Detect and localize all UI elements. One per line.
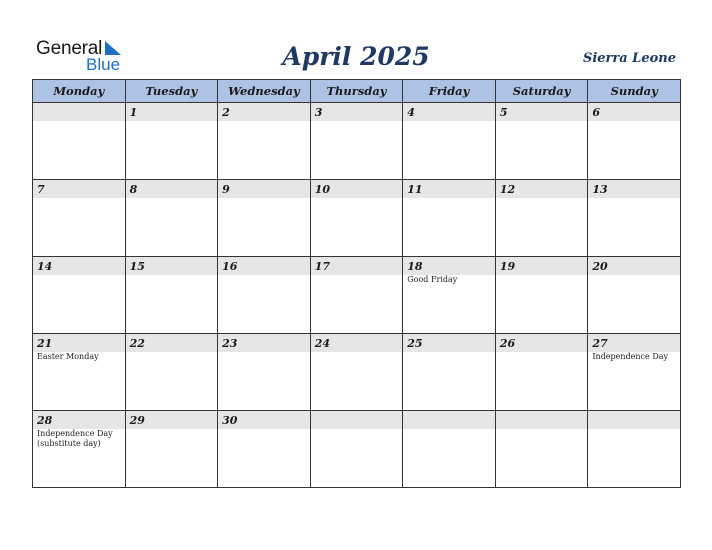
day-number bbox=[496, 411, 588, 429]
day-number: 24 bbox=[311, 334, 403, 352]
day-cell bbox=[218, 411, 311, 488]
day-number: 15 bbox=[126, 257, 218, 275]
weekday-header: Sunday bbox=[588, 80, 681, 103]
weekday-header: Monday bbox=[33, 80, 126, 103]
day-number: 3 bbox=[311, 103, 403, 121]
day-cell bbox=[403, 334, 496, 411]
day-number: 9 bbox=[218, 180, 310, 198]
week-row bbox=[33, 103, 681, 180]
day-cell bbox=[403, 411, 496, 488]
page-title: April 2025 bbox=[282, 42, 430, 71]
weekday-header-row bbox=[33, 80, 681, 103]
day-number: 12 bbox=[496, 180, 588, 198]
day-cell bbox=[588, 257, 681, 334]
day-cell bbox=[310, 103, 403, 180]
weekday-header: Friday bbox=[403, 80, 496, 103]
day-number: 20 bbox=[588, 257, 680, 275]
day-cell bbox=[33, 257, 126, 334]
holiday-label: Easter Monday bbox=[37, 352, 99, 361]
day-number: 1 bbox=[126, 103, 218, 121]
day-cell bbox=[218, 334, 311, 411]
day-cell bbox=[403, 180, 496, 257]
week-row bbox=[33, 334, 681, 411]
week-row bbox=[33, 257, 681, 334]
day-number: 30 bbox=[218, 411, 310, 429]
day-cell bbox=[588, 103, 681, 180]
day-number: 13 bbox=[588, 180, 680, 198]
day-number: 23 bbox=[218, 334, 310, 352]
day-number: 4 bbox=[403, 103, 495, 121]
day-cell bbox=[125, 103, 218, 180]
holiday-label: Independence Day bbox=[592, 352, 669, 361]
day-cell bbox=[33, 411, 126, 488]
day-number: 16 bbox=[218, 257, 310, 275]
day-number: 10 bbox=[311, 180, 403, 198]
logo-general-text: General bbox=[36, 38, 103, 59]
day-number: 26 bbox=[496, 334, 588, 352]
day-cell bbox=[218, 180, 311, 257]
day-cell bbox=[125, 257, 218, 334]
day-cell bbox=[495, 103, 588, 180]
day-number: 25 bbox=[403, 334, 495, 352]
calendar-grid bbox=[32, 79, 681, 488]
week-row bbox=[33, 180, 681, 257]
country-name: Sierra Leone bbox=[582, 51, 676, 66]
day-number: 14 bbox=[33, 257, 125, 275]
day-number: 22 bbox=[126, 334, 218, 352]
day-cell bbox=[495, 180, 588, 257]
day-cell bbox=[588, 411, 681, 488]
day-cell bbox=[495, 334, 588, 411]
weekday-header: Saturday bbox=[495, 80, 588, 103]
day-cell bbox=[310, 411, 403, 488]
weekday-header: Wednesday bbox=[218, 80, 311, 103]
day-number: 11 bbox=[403, 180, 495, 198]
day-cell bbox=[495, 411, 588, 488]
holiday-label: Independence Day (substitute day) bbox=[37, 429, 113, 448]
day-number: 5 bbox=[496, 103, 588, 121]
day-cell bbox=[33, 103, 126, 180]
day-number: 19 bbox=[496, 257, 588, 275]
day-cell bbox=[310, 180, 403, 257]
day-cell bbox=[588, 334, 681, 411]
day-number: 6 bbox=[588, 103, 680, 121]
day-cell bbox=[403, 103, 496, 180]
day-cell bbox=[218, 257, 311, 334]
day-number: 27 bbox=[588, 334, 680, 352]
day-cell bbox=[33, 180, 126, 257]
day-cell bbox=[33, 334, 126, 411]
day-number: 7 bbox=[33, 180, 125, 198]
day-number bbox=[403, 411, 495, 429]
day-cell bbox=[125, 180, 218, 257]
day-number: 2 bbox=[218, 103, 310, 121]
day-number: 17 bbox=[311, 257, 403, 275]
logo-blue-text: Blue bbox=[86, 55, 121, 74]
day-cell bbox=[125, 334, 218, 411]
day-number bbox=[588, 411, 680, 429]
day-number bbox=[33, 103, 125, 121]
day-cell bbox=[495, 257, 588, 334]
weekday-header: Tuesday bbox=[125, 80, 218, 103]
day-number: 21 bbox=[33, 334, 125, 352]
week-row bbox=[33, 411, 681, 488]
day-cell bbox=[125, 411, 218, 488]
day-cell bbox=[403, 257, 496, 334]
day-cell bbox=[310, 334, 403, 411]
day-cell bbox=[310, 257, 403, 334]
day-number: 18 bbox=[403, 257, 495, 275]
day-number: 29 bbox=[126, 411, 218, 429]
day-number bbox=[311, 411, 403, 429]
day-cell bbox=[218, 103, 311, 180]
day-cell bbox=[588, 180, 681, 257]
holiday-label: Good Friday bbox=[407, 275, 458, 284]
weekday-header: Thursday bbox=[310, 80, 403, 103]
day-number: 8 bbox=[126, 180, 218, 198]
day-number: 28 bbox=[33, 411, 125, 429]
